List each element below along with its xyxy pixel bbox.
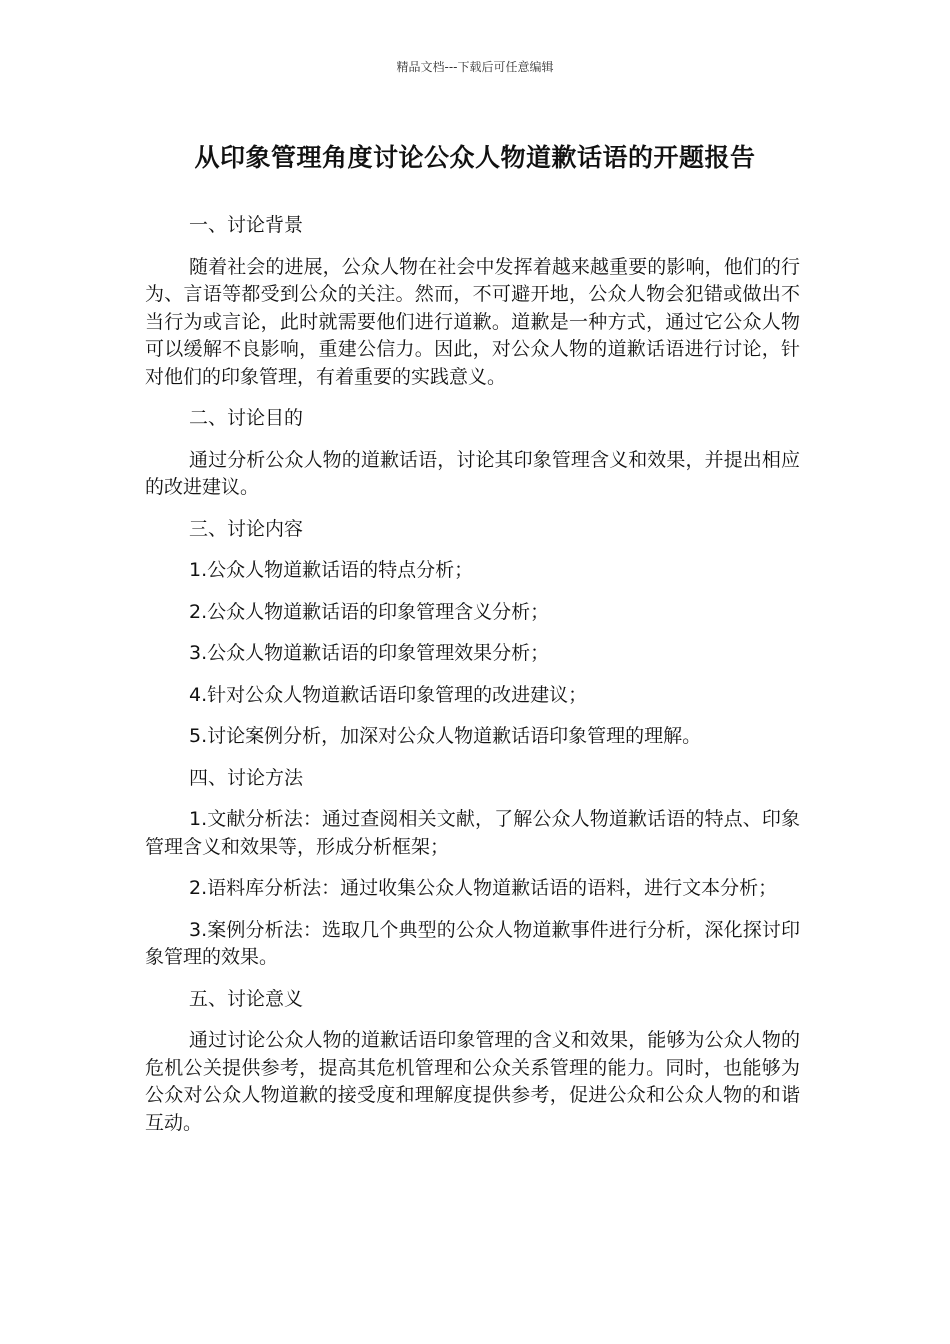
list-item-method-1: 1.文献分析法：通过查阅相关文献，了解公众人物道歉话语的特点、印象管理含义和效果等，形成分析框架； bbox=[145, 808, 800, 858]
list-item-method-2: 2.语料库分析法：通过收集公众人物道歉话语的语料，进行文本分析； bbox=[189, 877, 778, 899]
list-item-content-4: 4.针对公众人物道歉话语印象管理的改进建议； bbox=[189, 683, 588, 706]
paragraph-background: 随着社会的进展，公众人物在社会中发挥着越来越重要的影响，他们的行为、言语等都受到公众的关注。然而，不可避开地，公众人物会犯错或做出不当行为或言论，此时就需要他们进行道歉。道歉是一种方式，通过它公众人物可以缓解不良影响，重建公信力。因此，对公众人物的道歉话语进行讨论，针对他们的印象管理，有着重要的实践意义。 bbox=[145, 255, 800, 388]
section-heading-background: 一、讨论背景 bbox=[189, 214, 304, 236]
section-heading-purpose: 二、讨论目的 bbox=[189, 407, 304, 429]
document-title: 从印象管理角度讨论公众人物道歉话语的开题报告 bbox=[194, 143, 756, 172]
list-item-content-1: 1.公众人物道歉话语的特点分析； bbox=[189, 559, 474, 581]
section-heading-significance: 五、讨论意义 bbox=[189, 987, 304, 1010]
list-item-method-3: 3.案例分析法：选取几个典型的公众人物道歉事件进行分析，深化探讨印象管理的效果。 bbox=[145, 918, 800, 968]
paragraph-purpose: 通过分析公众人物的道歉话语，讨论其印象管理含义和效果，并提出相应的改进建议。 bbox=[145, 448, 800, 498]
list-item-content-2: 2.公众人物道歉话语的印象管理含义分析； bbox=[189, 600, 550, 623]
document-body bbox=[145, 212, 800, 1151]
paragraph-significance: 通过讨论公众人物的道歉话语印象管理的含义和效果，能够为公众人物的危机公关提供参考，提高其危机管理和公众关系管理的能力。同时，也能够为公众对公众人物道歉的接受度和理解度提供参考，促进公众和公众人物的和谐互动。 bbox=[145, 1029, 800, 1134]
section-heading-method: 四、讨论方法 bbox=[189, 766, 304, 789]
header-note: 精品文档---下载后可任意编辑 bbox=[396, 60, 554, 74]
section-heading-content: 三、讨论内容 bbox=[189, 517, 304, 540]
list-item-content-3: 3.公众人物道歉话语的印象管理效果分析； bbox=[189, 642, 550, 664]
list-item-content-5: 5.讨论案例分析，加深对公众人物道歉话语印象管理的理解。 bbox=[189, 725, 702, 747]
